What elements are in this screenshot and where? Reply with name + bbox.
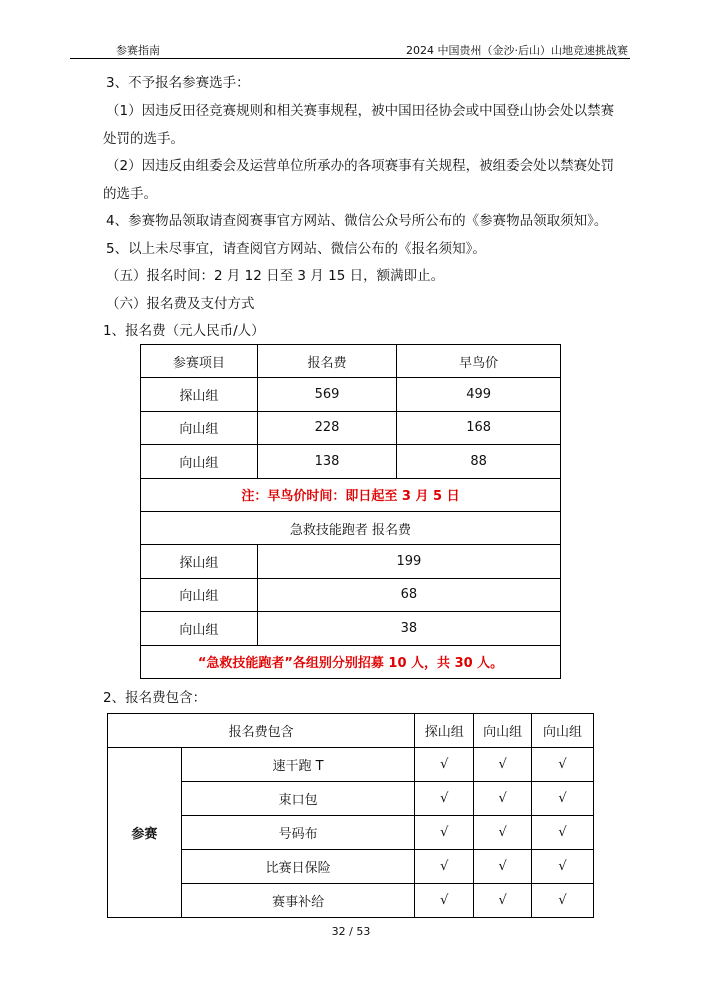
table-row — [108, 816, 594, 850]
paragraph-fee-payment: （六）报名费及支付方式 — [106, 296, 255, 312]
table-cell: 比赛日保险 — [181, 850, 414, 884]
table-row — [141, 445, 561, 478]
table-header-cell: 向山组 — [532, 714, 594, 748]
check-mark: √ — [415, 850, 474, 884]
table-cell: 向山组 — [141, 578, 258, 611]
first-aid-runner-title: 急救技能跑者 报名费 — [141, 511, 561, 544]
early-bird-note: 注：早鸟价时间：即日起至 3 月 5 日 — [141, 478, 561, 511]
table-header-cell: 参赛项目 — [141, 345, 258, 378]
table-cell: 228 — [257, 411, 397, 444]
fee-table — [140, 344, 561, 679]
header-divider — [70, 58, 630, 59]
table-cell: 168 — [397, 411, 561, 444]
check-mark: √ — [474, 748, 532, 782]
table-cell: 号码布 — [181, 816, 414, 850]
table-header-cell: 向山组 — [474, 714, 532, 748]
table-cell: 138 — [257, 445, 397, 478]
paragraph-rule-4: 4、参赛物品领取请查阅赛事官方网站、微信公众号所公布的《参赛物品领取须知》。 — [106, 213, 608, 229]
check-mark: √ — [474, 782, 532, 816]
check-mark: √ — [415, 782, 474, 816]
check-mark: √ — [532, 782, 594, 816]
fee-includes-table — [107, 713, 594, 918]
table-row — [141, 511, 561, 544]
table-row — [141, 378, 561, 411]
table-cell: 88 — [397, 445, 561, 478]
table-row — [108, 748, 594, 782]
table-row — [108, 714, 594, 748]
table-cell: 向山组 — [141, 445, 258, 478]
table-cell: 探山组 — [141, 545, 258, 578]
table-row — [108, 782, 594, 816]
header-guide-title: 参赛指南 — [116, 44, 160, 57]
paragraph-fee-title: 1、报名费（元人民币/人） — [103, 323, 265, 339]
table-row — [141, 345, 561, 378]
table-cell: 探山组 — [141, 378, 258, 411]
paragraph-rule-3-2b: 的选手。 — [103, 186, 157, 202]
table-header-cell: 报名费 — [257, 345, 397, 378]
check-mark: √ — [474, 850, 532, 884]
table-cell: 68 — [257, 578, 560, 611]
check-mark: √ — [532, 850, 594, 884]
table-cell: 向山组 — [141, 411, 258, 444]
table-header-cell: 报名费包含 — [108, 714, 415, 748]
group-label-participation: 参赛 — [108, 748, 182, 918]
table-row — [141, 545, 561, 578]
table-row — [141, 645, 561, 678]
check-mark: √ — [415, 884, 474, 918]
paragraph-registration-time: （五）报名时间：2 月 12 日至 3 月 15 日，额满即止。 — [106, 268, 445, 284]
table-header-cell: 探山组 — [415, 714, 474, 748]
table-cell: 速干跑 T — [181, 748, 414, 782]
paragraph-rule-3-1b: 处罚的选手。 — [103, 131, 184, 147]
table-row — [108, 884, 594, 918]
table-cell: 向山组 — [141, 612, 258, 645]
check-mark: √ — [474, 884, 532, 918]
check-mark: √ — [474, 816, 532, 850]
table-row — [141, 478, 561, 511]
header-event-title: 2024 中国贵州（金沙·后山）山地竞速挑战赛 — [406, 44, 628, 57]
check-mark: √ — [415, 816, 474, 850]
paragraph-rule-3: 3、不予报名参赛选手： — [106, 75, 250, 91]
table-cell: 569 — [257, 378, 397, 411]
check-mark: √ — [415, 748, 474, 782]
section-fee-includes-title: 2、报名费包含： — [103, 690, 207, 706]
check-mark: √ — [532, 748, 594, 782]
table-row — [141, 612, 561, 645]
table-cell: 499 — [397, 378, 561, 411]
first-aid-runner-note: “急救技能跑者”各组别分别招募 10 人，共 30 人。 — [141, 645, 561, 678]
check-mark: √ — [532, 816, 594, 850]
table-cell: 199 — [257, 545, 560, 578]
table-cell: 38 — [257, 612, 560, 645]
page-number: 32 / 53 — [331, 925, 371, 938]
table-cell: 赛事补给 — [181, 884, 414, 918]
paragraph-rule-5: 5、以上未尽事宜，请查阅官方网站、微信公布的《报名须知》。 — [106, 241, 486, 257]
table-row — [141, 411, 561, 444]
table-row — [141, 578, 561, 611]
table-row — [108, 850, 594, 884]
paragraph-rule-3-1a: （1）因违反田径竞赛规则和相关赛事规程，被中国田径协会或中国登山协会处以禁赛 — [106, 103, 615, 119]
paragraph-rule-3-2a: （2）因违反由组委会及运营单位所承办的各项赛事有关规程，被组委会处以禁赛处罚 — [106, 158, 615, 174]
table-header-cell: 早鸟价 — [397, 345, 561, 378]
check-mark: √ — [532, 884, 594, 918]
table-cell: 束口包 — [181, 782, 414, 816]
